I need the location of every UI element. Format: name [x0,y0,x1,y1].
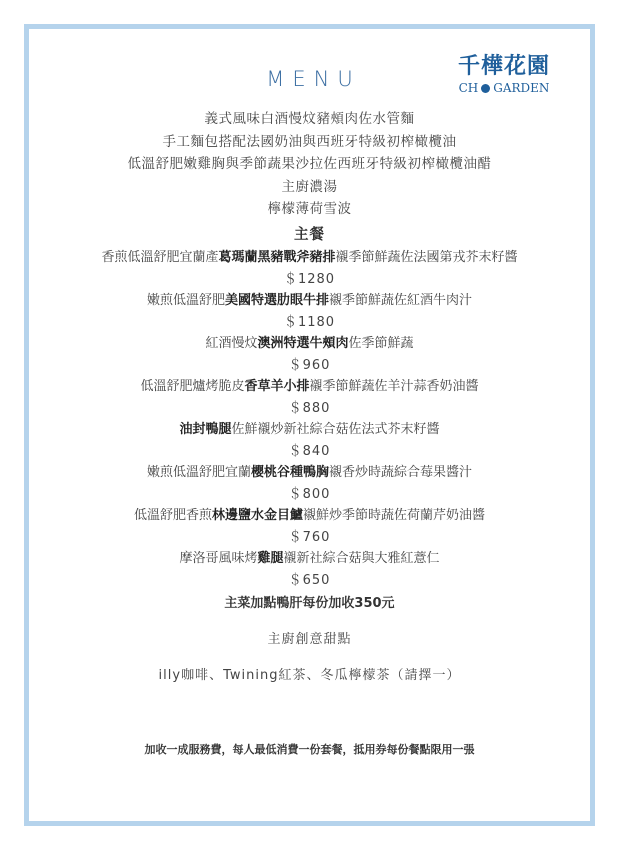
main-dish [40,247,579,290]
dish-description [40,548,579,570]
dish-suffix: 佐季節鮮蔬 [348,335,414,351]
drinks-item: illy咖啡、Twining紅茶、冬瓜檸檬茶（請擇一） [158,667,461,683]
main-dish [40,548,579,591]
dish-description [40,505,579,527]
starter-item: 義式風味白酒慢炆豬頰肉佐水管麵 [204,111,415,127]
menu-title: MENU [266,67,361,91]
logo-english-text [454,81,554,95]
dish-description [40,333,579,355]
ch-garden-logo [454,53,554,95]
dish-suffix: 襯季節鮮蔬佐羊汁蒜香奶油醬 [309,378,479,394]
main-dish [40,290,579,333]
dish-prefix: 嫩煎低溫舒肥 [146,292,225,308]
dish-prefix: 紅酒慢炆 [205,335,258,351]
dish-price: ＄840 [288,443,331,459]
dish-suffix: 襯新社綜合菇與大雅紅薏仁 [283,550,440,566]
main-dish [40,376,579,419]
section-spacer [40,615,579,629]
dish-price: ＄960 [288,357,331,373]
dish-name: 澳洲特選牛頰肉 [257,335,349,351]
dish-prefix: 摩洛哥風味烤 [179,550,258,566]
service-charge-note: 加收一成服務費，每人最低消費一份套餐，抵用券每份餐點限用一張 [144,743,475,756]
dish-suffix: 襯季節鮮蔬佐紅酒牛肉汁 [329,292,473,308]
dish-name: 油封鴨腿 [179,421,232,437]
dish-suffix: 佐鮮襯炒新社綜合菇佐法式芥末籽醬 [231,421,440,437]
dish-prefix: 嫩煎低溫舒肥宜蘭 [146,464,251,480]
dish-description [40,290,579,312]
dish-price: ＄760 [288,529,331,545]
dish-name: 雞腿 [257,550,284,566]
dish-name: 櫻桃谷種鴨胸 [250,464,329,480]
dish-name: 葛瑪蘭黑豬戰斧豬排 [218,249,336,265]
dish-name: 美國特選肋眼牛排 [224,292,329,308]
dish-price: ＄800 [288,486,331,502]
duck-liver-surcharge: 主菜加點鴨肝每份加收350元 [224,595,395,611]
main-course-heading: 主餐 [294,226,325,243]
logo-en-ch: CH [458,81,479,95]
main-dish [40,419,579,462]
starter-item: 主廚濃湯 [281,178,338,195]
dish-price: ＄1280 [283,271,336,287]
dish-price: ＄880 [288,400,331,416]
starter-item: 檸檬薄荷雪波 [267,201,352,217]
dish-description [40,376,579,398]
starter-item: 手工麵包搭配法國奶油與西班牙特級初榨橄欖油 [162,133,457,150]
dish-suffix: 襯季節鮮蔬佐法國第戎芥末籽醬 [335,249,518,265]
logo-en-garden: GARDEN [493,81,550,95]
menu-content [40,108,579,687]
main-dish [40,333,579,376]
dessert-item: 主廚創意甜點 [267,631,352,647]
dish-prefix: 香煎低溫舒肥宜蘭產 [101,249,219,265]
dish-suffix: 襯鮮炒季節時蔬佐荷蘭芹奶油醬 [303,507,486,523]
dish-suffix: 襯香炒時蔬綜合莓果醬汁 [329,464,473,480]
main-dish [40,505,579,548]
dish-description [40,247,579,269]
logo-chinese-text: 千樺花園 [457,53,550,79]
dish-prefix: 低溫舒肥爐烤脆皮 [140,378,245,394]
logo-emblem-icon [481,84,490,93]
main-dish [40,462,579,505]
dish-name: 香草羊小排 [244,378,310,394]
dish-prefix: 低溫舒肥香煎 [133,507,212,523]
dish-description [40,462,579,484]
dish-price: ＄1180 [283,314,336,330]
starter-item: 低溫舒肥嫩雞胸與季節蔬果沙拉佐西班牙特級初榨橄欖油醋 [127,156,492,172]
dish-name: 林邊鹽水金目鱸 [211,507,303,523]
dish-price: ＄650 [288,572,331,588]
dish-description [40,419,579,441]
